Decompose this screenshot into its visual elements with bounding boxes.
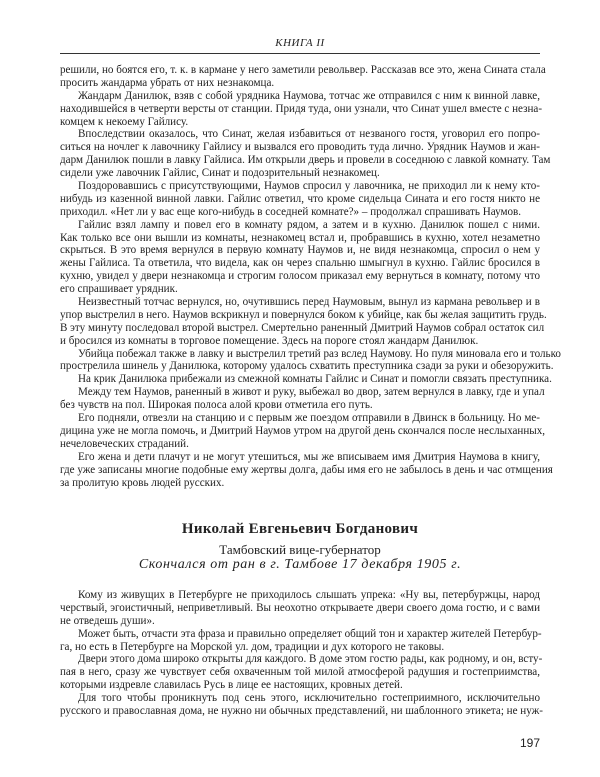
text-line: за пролитую кровь людей русских. — [60, 476, 225, 489]
text-line: га, но есть в Петербурге на Морской ул. дом, традиции и дух которого не таковы. — [60, 640, 445, 653]
text-line: Как только все они вышли из комнаты, незнакомец встал и, пробравшись в кухню, хотел незаметно — [60, 231, 540, 244]
text-line: Жандарм Данилюк, взяв с собой урядника Наумова, тотчас же отправился с ним к винной лавке, — [78, 89, 540, 102]
section-naumov-text — [60, 64, 561, 489]
text-line: На крик Данилюка прибежали из смежной комнаты Гайлис и Синат и помогли связать преступника. — [78, 373, 552, 386]
section-death-note: Скончался от ран в г. Тамбове 17 декабря 1905 г. — [138, 557, 462, 572]
text-line: Для того чтобы проникнуть под сень этого, исключительно гостеприимного, исключительно — [78, 692, 540, 705]
text-line: просить жандарма убрать от них незнакомца. — [60, 76, 275, 89]
text-line: Впоследствии оказалось, что Синат, желая избавиться от незваного гостя, уговорил его попро- — [78, 128, 540, 141]
page-number: 197 — [519, 736, 540, 750]
text-line: которыми издревле славилась Русь в лице ее настоящих, кровных детей. — [60, 679, 403, 692]
section-subtitle: Тамбовский вице-губернатор — [219, 542, 381, 557]
text-line: Его жена и дети плачут и не могут утешиться, мы же вписываем имя Дмитрия Наумова в книгу, — [78, 450, 540, 463]
text-line: жены Гайлиса. Та ответила, что видела, как он через спальню шмыгнул в кухню. Гайлис бросился в — [60, 257, 540, 270]
text-line: упор выстрелил в него. Наумов вскрикнул и повернулся боком к убийце, как бы желая защитить грудь. — [60, 308, 547, 321]
text-line: прострелила шинель у Данилюка, которому удалось схватить преступника сзади за руки и обезоружить. — [60, 360, 554, 373]
running-header: КНИГА II — [275, 37, 325, 49]
text-line: не отведешь души». — [60, 614, 155, 627]
text-line: Убийца побежал также в лавку и выстрелил третий раз вслед Наумову. Но пуля миновала его и только — [78, 347, 561, 360]
text-line: Двери этого дома широко открыты для каждого. В доме этом гостю рады, как родному, и он, всту- — [78, 653, 543, 666]
text-line: решили, но боятся его, т. к. в кармане у него заметили револьвер. Рассказав все это, жена Сината стала — [60, 64, 546, 76]
text-line: приходил. «Нет ли у вас еще кого-нибудь в соседней комнате?» – продолжал спрашивать Наумов. — [60, 205, 522, 218]
text-line: дарм Данилюк пошли в лавку Гайлиса. Им открыли дверь и провели в соседнюю с лавкой комнату. Там — [60, 154, 551, 167]
text-line: Может быть, отчасти эта фраза и правильно определяет общий тон и характер жителей Петербур- — [78, 627, 542, 640]
header-rule — [60, 53, 540, 54]
section-title: Николай Евгеньевич Богданович — [181, 521, 419, 537]
text-line: где уже записаны многие подобные ему жертвы долга, дабы имя его не забылось в день и час отмщения — [60, 463, 553, 476]
text-line: Между тем Наумов, раненный в живот и руку, выбежал во двор, затем вернулся в лавку, где и упал — [78, 386, 545, 399]
text-line: В эту минуту последовал второй выстрел. Смертельно раненный Дмитрий Наумов собрал остаток сил — [60, 321, 545, 334]
text-line: Неизвестный тотчас вернулся, но, очутившись перед Наумовым, вынул из кармана револьвер и в — [78, 296, 540, 309]
text-line: нечеловеческих страданий. — [60, 437, 189, 450]
text-line: сидели уже лавочник Гайлис, Синат и подозрительный незнакомец. — [60, 167, 380, 180]
text-line: ситься на ночлег к лавочнику Гайлису и вызвался его проводить туда лично. Урядник Наумов и жан- — [60, 141, 540, 154]
text-line: скрыться. В это время вернулся в первую комнату Наумов и, не видя незнакомца, спросил о нем у — [60, 244, 540, 257]
text-line: Поздоровавшись с присутствующими, Наумов спросил у лавочника, не приходил ли к нему кто- — [78, 180, 540, 193]
section-bogdanovich-text — [60, 589, 543, 718]
text-line: его спрашивает урядник. — [60, 283, 178, 296]
text-line: Гайлис взял лампу и повел его в комнату рядом, а затем и в кухню. Данилюк пошел с ними. — [78, 218, 540, 231]
text-line: нибудь из казенной винной лавки. Гайлис ответил, что кроме сидельца Сината и его гостя никто не — [60, 192, 540, 205]
text-line: без чувств на пол. Широкая полоса алой крови отметила его путь. — [60, 399, 373, 412]
text-line: пая в него, сразу же чувствует себя охваченным той милой атмосферой радушия и гостеприимства, — [60, 666, 540, 679]
text-line: находившейся в четверти версты от станции. Придя туда, они узнали, что Синат ушел вместе с незна- — [60, 102, 543, 115]
text-line: и бросился из комнаты в торговое помещение. Здесь на пороге стоял жандарм Данилюк. — [60, 334, 479, 347]
text-line: кухню, увидел у двери незнакомца и строгим голосом приказал ему вернуться в комнату, потому что — [60, 270, 540, 283]
text-line: Его подняли, отвезли на станцию и с первым же поездом отправили в Двинск в больницу. Но ме- — [78, 412, 540, 425]
text-line: комцем к некоему Гайлису. — [60, 115, 189, 128]
text-line: черствый, эгоистичный, неприветливый. Вы неохотно открываете двери своего дома гостю, и с вами — [60, 601, 540, 614]
text-line: русского и православная дома, не нужно ни обычных представлений, ни шаблонного этикета; не нуж- — [60, 705, 543, 718]
text-line: Кому из живущих в Петербурге не приходилось слышать упрека: «Ну вы, петербуржцы, народ — [78, 589, 540, 601]
text-line: дицина уже не могла помочь, и Дмитрий Наумов утром на другой день скончался после неслыханных, — [60, 424, 546, 437]
